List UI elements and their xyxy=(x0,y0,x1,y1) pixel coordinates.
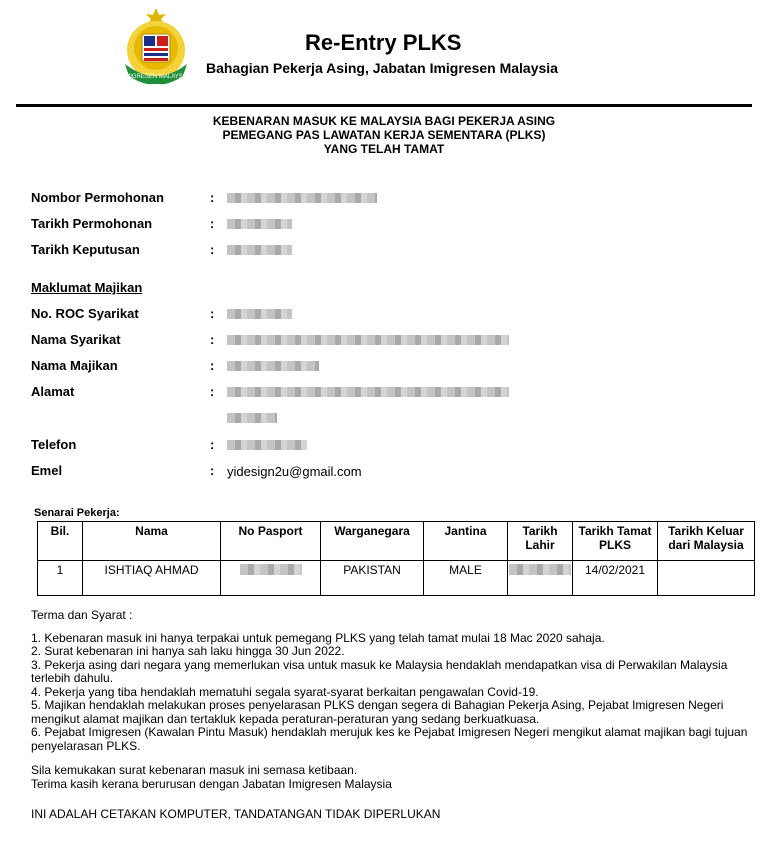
application-number-redacted xyxy=(227,193,377,203)
application-date-redacted xyxy=(227,219,292,229)
closing-instruction: Sila kemukakan surat kebenaran masuk ini semasa ketibaan. xyxy=(31,763,358,777)
page-subtitle: Bahagian Pekerja Asing, Jabatan Imigresen Malaysia xyxy=(206,60,558,76)
worker-list-title: Senarai Pekerja: xyxy=(34,507,120,519)
colon: : xyxy=(210,463,215,478)
column-header-nationality: Warganegara xyxy=(321,522,424,561)
term-item: 4. Pekerja yang tiba hendaklah mematuhi segala syarat-syarat berkaitan pengawalan Covid-19. xyxy=(31,684,539,699)
worker-table xyxy=(37,521,755,596)
employer-section-title: Maklumat Majikan xyxy=(31,280,143,295)
document-title-line-3: YANG TELAH TAMAT xyxy=(323,142,445,156)
terms-heading: Terma dan Syarat : xyxy=(31,608,133,622)
colon: : xyxy=(210,358,215,373)
phone-label: Telefon xyxy=(31,437,77,452)
cell-nama: ISHTIAQ AHMAD xyxy=(83,561,221,596)
column-header-plks-expiry: Tarikh Tamat PLKS xyxy=(573,522,658,561)
colon: : xyxy=(210,384,215,399)
header-divider xyxy=(16,104,752,107)
colon: : xyxy=(210,332,215,347)
address-label: Alamat xyxy=(31,384,75,399)
application-date-label: Tarikh Permohonan xyxy=(31,216,153,231)
column-header-exit-date: Tarikh Keluar dari Malaysia xyxy=(658,522,755,561)
email-value: yidesign2u@gmail.com xyxy=(227,464,362,479)
cell-plks-expiry: 14/02/2021 xyxy=(573,561,658,596)
birth-date-redacted xyxy=(509,564,571,575)
table-row xyxy=(38,561,755,596)
term-item: 3. Pekerja asing dari negara yang memerlukan visa untuk masuk ke Malaysia hendaklah mendapatkan visa di Perwakilan Malaysia terlebih dahulu. xyxy=(31,657,728,685)
computer-generated-notice: INI ADALAH CETAKAN KOMPUTER, TANDATANGAN TIDAK DIPERLUKAN xyxy=(31,807,441,821)
table-header-row xyxy=(38,522,755,561)
column-header-gender: Jantina xyxy=(424,522,508,561)
decision-date-label: Tarikh Keputusan xyxy=(31,242,140,257)
column-header-bil: Bil. xyxy=(38,522,83,561)
term-item: 5. Majikan hendaklah melakukan proses penyelarasan PLKS dengan segera di Bahagian Pekerja Asing, Pejabat Imigresen Negeri mengikut alamat majikan dan tertakluk kepada peraturan-peraturan yang sedang berkuatkuasa. xyxy=(31,698,724,726)
document-title-line-1: KEBENARAN MASUK KE MALAYSIA BAGI PEKERJA ASING xyxy=(212,114,556,128)
cell-bil: 1 xyxy=(38,561,83,596)
closing-thanks: Terima kasih kerana berurusan dengan Jabatan Imigresen Malaysia xyxy=(31,776,392,791)
cell-nationality: PAKISTAN xyxy=(321,561,424,596)
column-header-nama: Nama xyxy=(83,522,221,561)
cell-gender: MALE xyxy=(424,561,508,596)
colon: : xyxy=(210,242,215,257)
document-title-line-2: PEMEGANG PAS LAWATAN KERJA SEMENTARA (PLKS) xyxy=(222,128,546,142)
address-line-1-redacted xyxy=(227,387,509,397)
phone-redacted xyxy=(227,440,307,450)
roc-number-label: No. ROC Syarikat xyxy=(31,306,139,321)
cell-exit-date xyxy=(658,561,755,596)
column-header-passport: No Pasport xyxy=(221,522,321,561)
company-name-redacted xyxy=(227,335,509,345)
decision-date-redacted xyxy=(227,245,292,255)
cell-birth-date xyxy=(508,561,573,596)
application-number-label: Nombor Permohonan xyxy=(31,190,164,205)
colon: : xyxy=(210,306,215,321)
colon: : xyxy=(210,190,215,205)
immigration-crest-logo xyxy=(117,6,195,84)
term-item: 2. Surat kebenaran ini hanya sah laku hingga 30 Jun 2022. xyxy=(31,644,345,658)
passport-redacted xyxy=(240,564,302,575)
company-name-label: Nama Syarikat xyxy=(31,332,121,347)
page-title: Re-Entry PLKS xyxy=(305,30,462,55)
document-title xyxy=(0,114,768,156)
logo-banner-text: IMIGRESEN MALAYSIA xyxy=(123,74,189,80)
terms-section xyxy=(31,609,756,822)
colon: : xyxy=(210,216,215,231)
term-item: 6. Pejabat Imigresen (Kawalan Pintu Masuk) hendaklah merujuk kes ke Pejabat Imigresen Negeri mengikut alamat majikan bagi tujuan penyelarasan PLKS. xyxy=(31,725,748,753)
employer-name-label: Nama Majikan xyxy=(31,358,118,373)
colon: : xyxy=(210,437,215,452)
cell-passport xyxy=(221,561,321,596)
roc-number-redacted xyxy=(227,309,292,319)
address-line-2-redacted xyxy=(227,413,277,423)
email-label: Emel xyxy=(31,463,63,478)
term-item: 1. Kebenaran masuk ini hanya terpakai untuk pemegang PLKS yang telah tamat mulai 18 Mac 2020 sahaja. xyxy=(31,630,605,645)
employer-name-redacted xyxy=(227,361,319,371)
column-header-birth-date: Tarikh Lahir xyxy=(508,522,573,561)
